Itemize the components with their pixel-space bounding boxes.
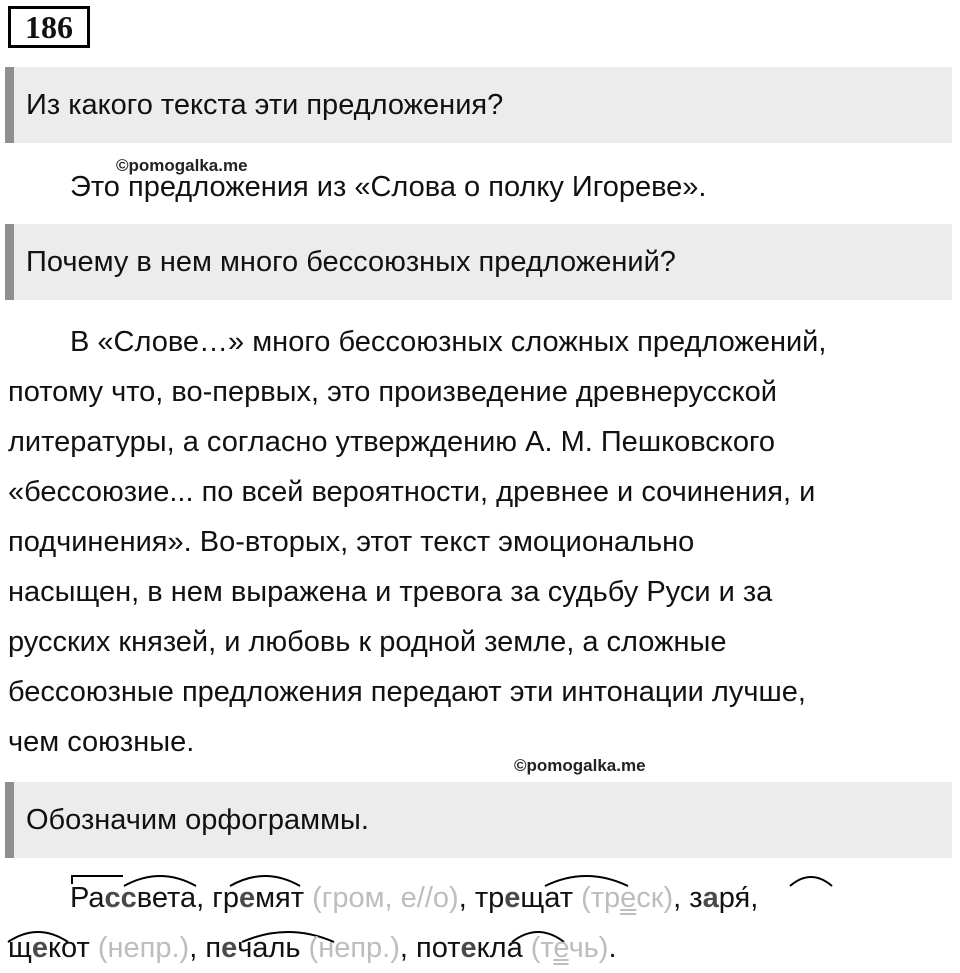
watermark-bottom: ©pomogalka.me <box>514 756 646 775</box>
word-shchekot: щекот <box>8 932 90 964</box>
check-word-4: (непр.) <box>300 932 400 964</box>
answer-2 <box>8 317 956 767</box>
check-word-5: (течь) <box>522 932 609 964</box>
answer-1 <box>8 162 956 212</box>
question-bar-2 <box>5 224 952 300</box>
answer-2-line: В «Слове…» много бессоюзных сложных предложений, <box>70 326 827 358</box>
word-gremyat: гремят <box>212 882 305 914</box>
check-word-2: (треск) <box>573 882 674 914</box>
question-1-text: Из какого текста эти предложения? <box>26 88 504 121</box>
word-treshchat: трещат <box>474 882 574 914</box>
answer-2-line: «бессоюзие... по всей вероятности, древнее и сочинения, и <box>8 476 816 508</box>
answer-2-line: насыщен, в нем выражена и тревога за судьбу Руси и за <box>8 576 773 608</box>
question-bar-1 <box>5 67 952 143</box>
word-potekla: потекла <box>416 932 523 964</box>
orthogram-line-1: Рассвета, гремят (гром, е//о), трещат (треск), заря́, <box>70 882 759 914</box>
task-number: 186 <box>8 6 90 48</box>
answer-1-text: Это предложения из «Слова о полку Игореве». <box>70 171 707 203</box>
check-word-1: (гром, е//о) <box>304 882 459 914</box>
answer-2-line: потому что, во-первых, это произведение древнерусской <box>8 376 777 408</box>
word-zarya: заря́ <box>689 882 751 914</box>
answer-2-line: чем союзные. <box>8 726 195 758</box>
question-bar-3 <box>5 782 952 858</box>
question-3-text: Обозначим орфограммы. <box>26 803 369 836</box>
orthogram-line-2: щекот (непр.), печаль (непр.), потекла (течь). <box>8 932 617 964</box>
word-pechal: печаль <box>205 932 301 964</box>
watermark-top: ©pomogalka.me <box>116 156 248 175</box>
question-2-text: Почему в нем много бессоюзных предложений? <box>26 245 676 278</box>
word-rassveta: Рассвета <box>70 882 197 914</box>
answer-2-line: литературы, а согласно утверждению А. М. Пешковского <box>8 426 776 458</box>
check-word-3: (непр.) <box>89 932 190 964</box>
answer-2-line: русских князей, и любовь к родной земле, а сложные <box>8 626 727 658</box>
answer-2-line: подчинения». Во-вторых, этот текст эмоционально <box>8 526 695 558</box>
answer-2-line: бессоюзные предложения передают эти интонации лучше, <box>8 676 806 708</box>
